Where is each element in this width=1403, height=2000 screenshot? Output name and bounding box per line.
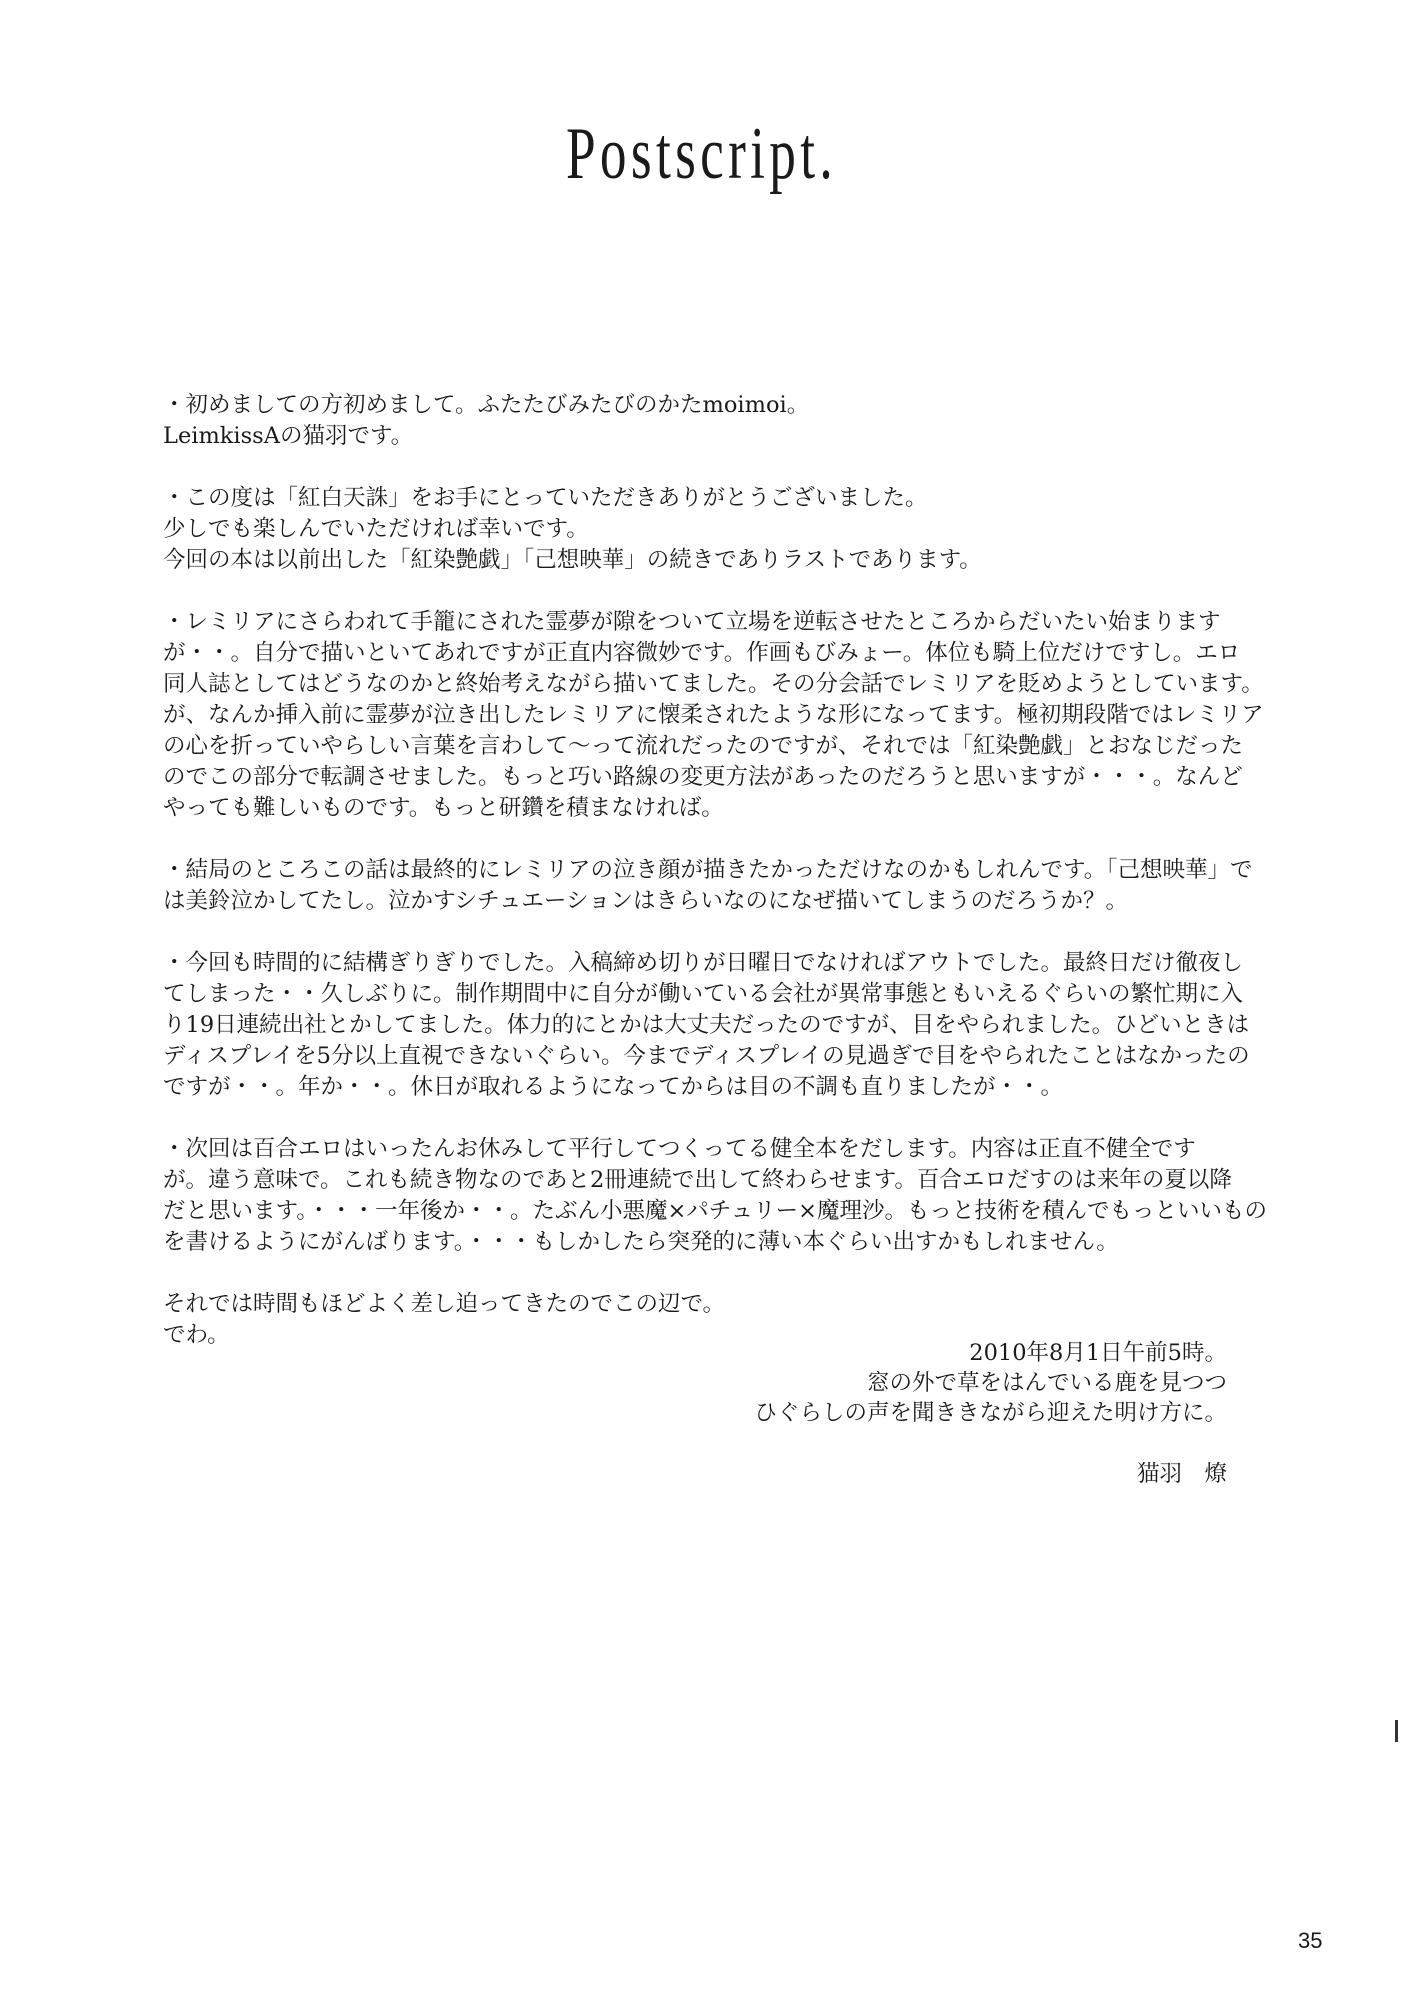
text-line: のでこの部分で転調させました。もっと巧い路線の変更方法があったのだろうと思いますが・・・。なんど — [163, 764, 1243, 790]
text-line: ・初めましての方初めまして。ふたたびみたびのかたmoimoi。 — [163, 392, 810, 418]
page-title: Postscript. — [565, 113, 838, 195]
text-line: 同人誌としてはどうなのかと終始考えながら描いてました。その分会話でレミリアを貶めようとしています。 — [163, 671, 1264, 697]
text-line: ・この度は「紅白天誅」をお手にとっていただきありがとうございました。 — [163, 485, 928, 511]
signature-block — [754, 1338, 1227, 1489]
text-line: ・今回も時間的に結構ぎりぎりでした。入稿締め切りが日曜日でなければアウトでした。最終日だけ徹夜し — [163, 950, 1244, 976]
text-line: でわ。 — [163, 1322, 230, 1348]
text-line: 少しでも楽しんでいただければ幸いです。 — [163, 516, 589, 542]
text-line: ディスプレイを5分以上直視できないぐらい。今までディスプレイの見過ぎで目をやられたことはなかったの — [163, 1043, 1250, 1069]
text-line: 今回の本は以前出した「紅染艶戯」「己想映華」の続きでありラストであります。 — [163, 547, 982, 573]
text-line: ・次回は百合エロはいったんお休みして平行してつくってる健全本をだします。内容は正直不健全です — [163, 1136, 1196, 1162]
text-line: が。違う意味で。これも続き物なのであと2冊連続で出して終わらせます。百合エロだすのは来年の夏以降 — [163, 1167, 1232, 1193]
signature-line: 窓の外で草をはんでいる鹿を見つつ — [866, 1370, 1227, 1396]
text-line: やっても難しいものです。もっと研鑽を積まなければ。 — [163, 795, 724, 821]
text-line: り19日連続出社とかしてました。体力的にとかは大丈夫だったのですが、目をやられました。ひどいときは — [163, 1012, 1250, 1038]
text-line: が、なんか挿入前に霊夢が泣き出したレミリアに懐柔されたような形になってます。極初期段階ではレミリア — [163, 702, 1264, 728]
scan-edge-mark — [1395, 1720, 1398, 1742]
text-line: ・結局のところこの話は最終的にレミリアの泣き顔が描きたかっただけなのかもしれんです。「己想映華」で — [163, 857, 1253, 883]
signature-date: 2010年8月1日午前5時。 — [969, 1340, 1227, 1366]
text-line: は美鈴泣かしてたし。泣かすシチュエーションはきらいなのになぜ描いてしまうのだろうか？。 — [163, 888, 1129, 914]
text-line: LeimkissAの猫羽です。 — [163, 423, 414, 449]
postscript-body — [163, 390, 1267, 1382]
text-line: が・・。自分で描いといてあれですが正直内容微妙です。作画もびみょー。体位も騎上位だけですし。エロ — [163, 640, 1241, 666]
paragraph-next — [163, 1134, 1267, 1258]
text-line: それでは時間もほどよく差し迫ってきたのでこの辺で。 — [163, 1291, 726, 1317]
text-line: てしまった・・久しぶりに。制作期間中に自分が働いている会社が異常事態ともいえるぐらいの繁忙期に入 — [163, 981, 1244, 1007]
paragraph-greeting — [163, 390, 1223, 452]
text-line: ですが・・。年か・・。休日が取れるようになってからは目の不調も直りましたが・・。 — [163, 1074, 1064, 1100]
paragraph-schedule — [163, 948, 1250, 1103]
signature-author: 猫羽 燎 — [1136, 1461, 1227, 1487]
paragraph-conclusion — [163, 855, 1253, 917]
page-number: 35 — [1298, 1928, 1323, 1953]
paragraph-story — [163, 607, 1264, 824]
paragraph-thanks — [163, 483, 1223, 576]
text-line: の心を折っていやらしい言葉を言わして～って流れだったのですが、それでは「紅染艶戯」とおなじだった — [163, 733, 1244, 759]
text-line: を書けるようにがんばります。・・・もしかしたら突発的に薄い本ぐらい出すかもしれません。 — [163, 1229, 1119, 1255]
text-line: だと思います。・・・一年後か・・。たぶん小悪魔×パチュリー×魔理沙。もっと技術を積んでもっといいもの — [163, 1198, 1267, 1224]
text-line: ・レミリアにさらわれて手籠にされた霊夢が隙をついて立場を逆転させたところからだいたい始まります — [163, 609, 1221, 635]
signature-line: ひぐらしの声を聞ききながら迎えた明け方に。 — [754, 1400, 1227, 1426]
